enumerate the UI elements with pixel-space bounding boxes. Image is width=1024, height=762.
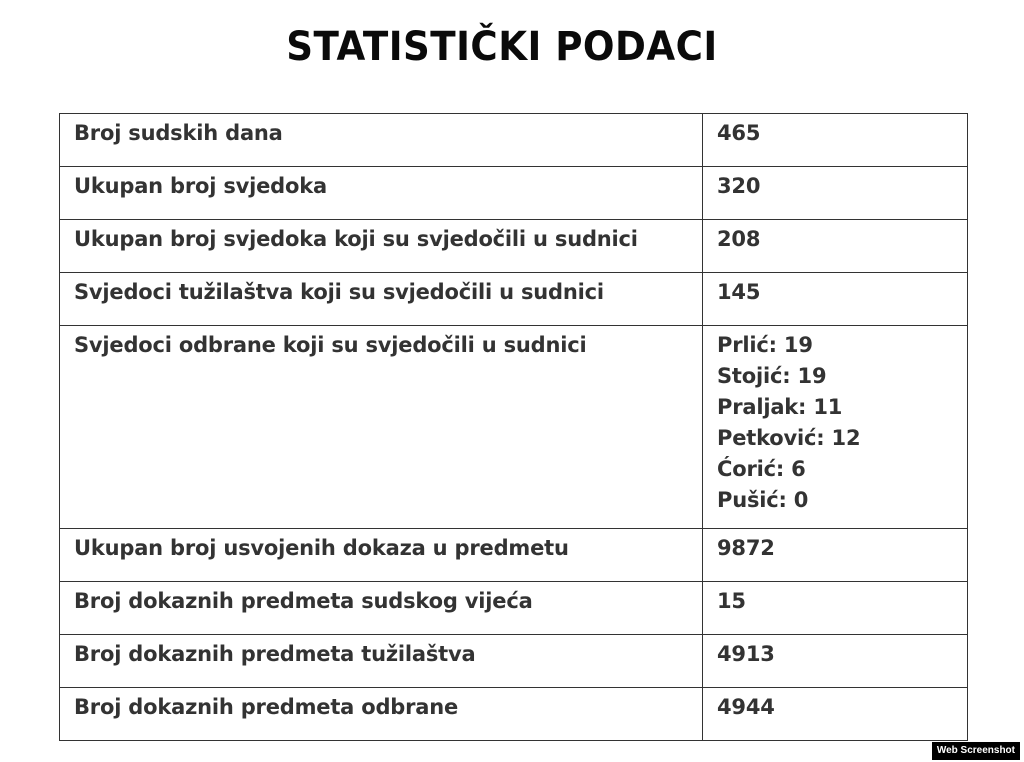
defense-witness-count: Prlić: 19	[717, 333, 813, 357]
table-row	[60, 273, 968, 326]
row-value: 15	[703, 582, 968, 635]
table-row	[60, 167, 968, 220]
table-row	[60, 220, 968, 273]
defense-witness-count: Petković: 12	[717, 426, 861, 450]
web-screenshot-watermark: Web Screenshot	[932, 742, 1020, 760]
row-label: Ukupan broj svjedoka koji su svjedočili u sudnici	[60, 220, 703, 273]
row-value: 208	[703, 220, 968, 273]
table-row	[60, 582, 968, 635]
defense-witness-count: Stojić: 19	[717, 364, 827, 388]
row-label: Ukupan broj svjedoka	[60, 167, 703, 220]
defense-witness-count: Ćorić: 6	[717, 457, 806, 481]
row-label: Svjedoci odbrane koji su svjedočili u sudnici	[60, 326, 703, 529]
row-value: 465	[703, 114, 968, 167]
row-value-list	[703, 326, 968, 529]
row-label: Broj dokaznih predmeta tužilaštva	[60, 635, 703, 688]
defense-witness-count: Praljak: 11	[717, 395, 843, 419]
row-value: 9872	[703, 529, 968, 582]
row-label: Broj dokaznih predmeta odbrane	[60, 688, 703, 741]
table-row	[60, 529, 968, 582]
table-row-defense-witnesses	[60, 326, 968, 529]
page-title: STATISTIČKI PODACI	[286, 24, 718, 70]
row-label: Svjedoci tužilaštva koji su svjedočili u sudnici	[60, 273, 703, 326]
row-value: 145	[703, 273, 968, 326]
table-row	[60, 635, 968, 688]
row-label: Ukupan broj usvojenih dokaza u predmetu	[60, 529, 703, 582]
table-row	[60, 114, 968, 167]
statistics-table	[59, 113, 968, 741]
row-label: Broj sudskih dana	[60, 114, 703, 167]
table-row	[60, 688, 968, 741]
row-value: 320	[703, 167, 968, 220]
row-value: 4913	[703, 635, 968, 688]
defense-witness-count: Pušić: 0	[717, 488, 809, 512]
row-value: 4944	[703, 688, 968, 741]
row-label: Broj dokaznih predmeta sudskog vijeća	[60, 582, 703, 635]
